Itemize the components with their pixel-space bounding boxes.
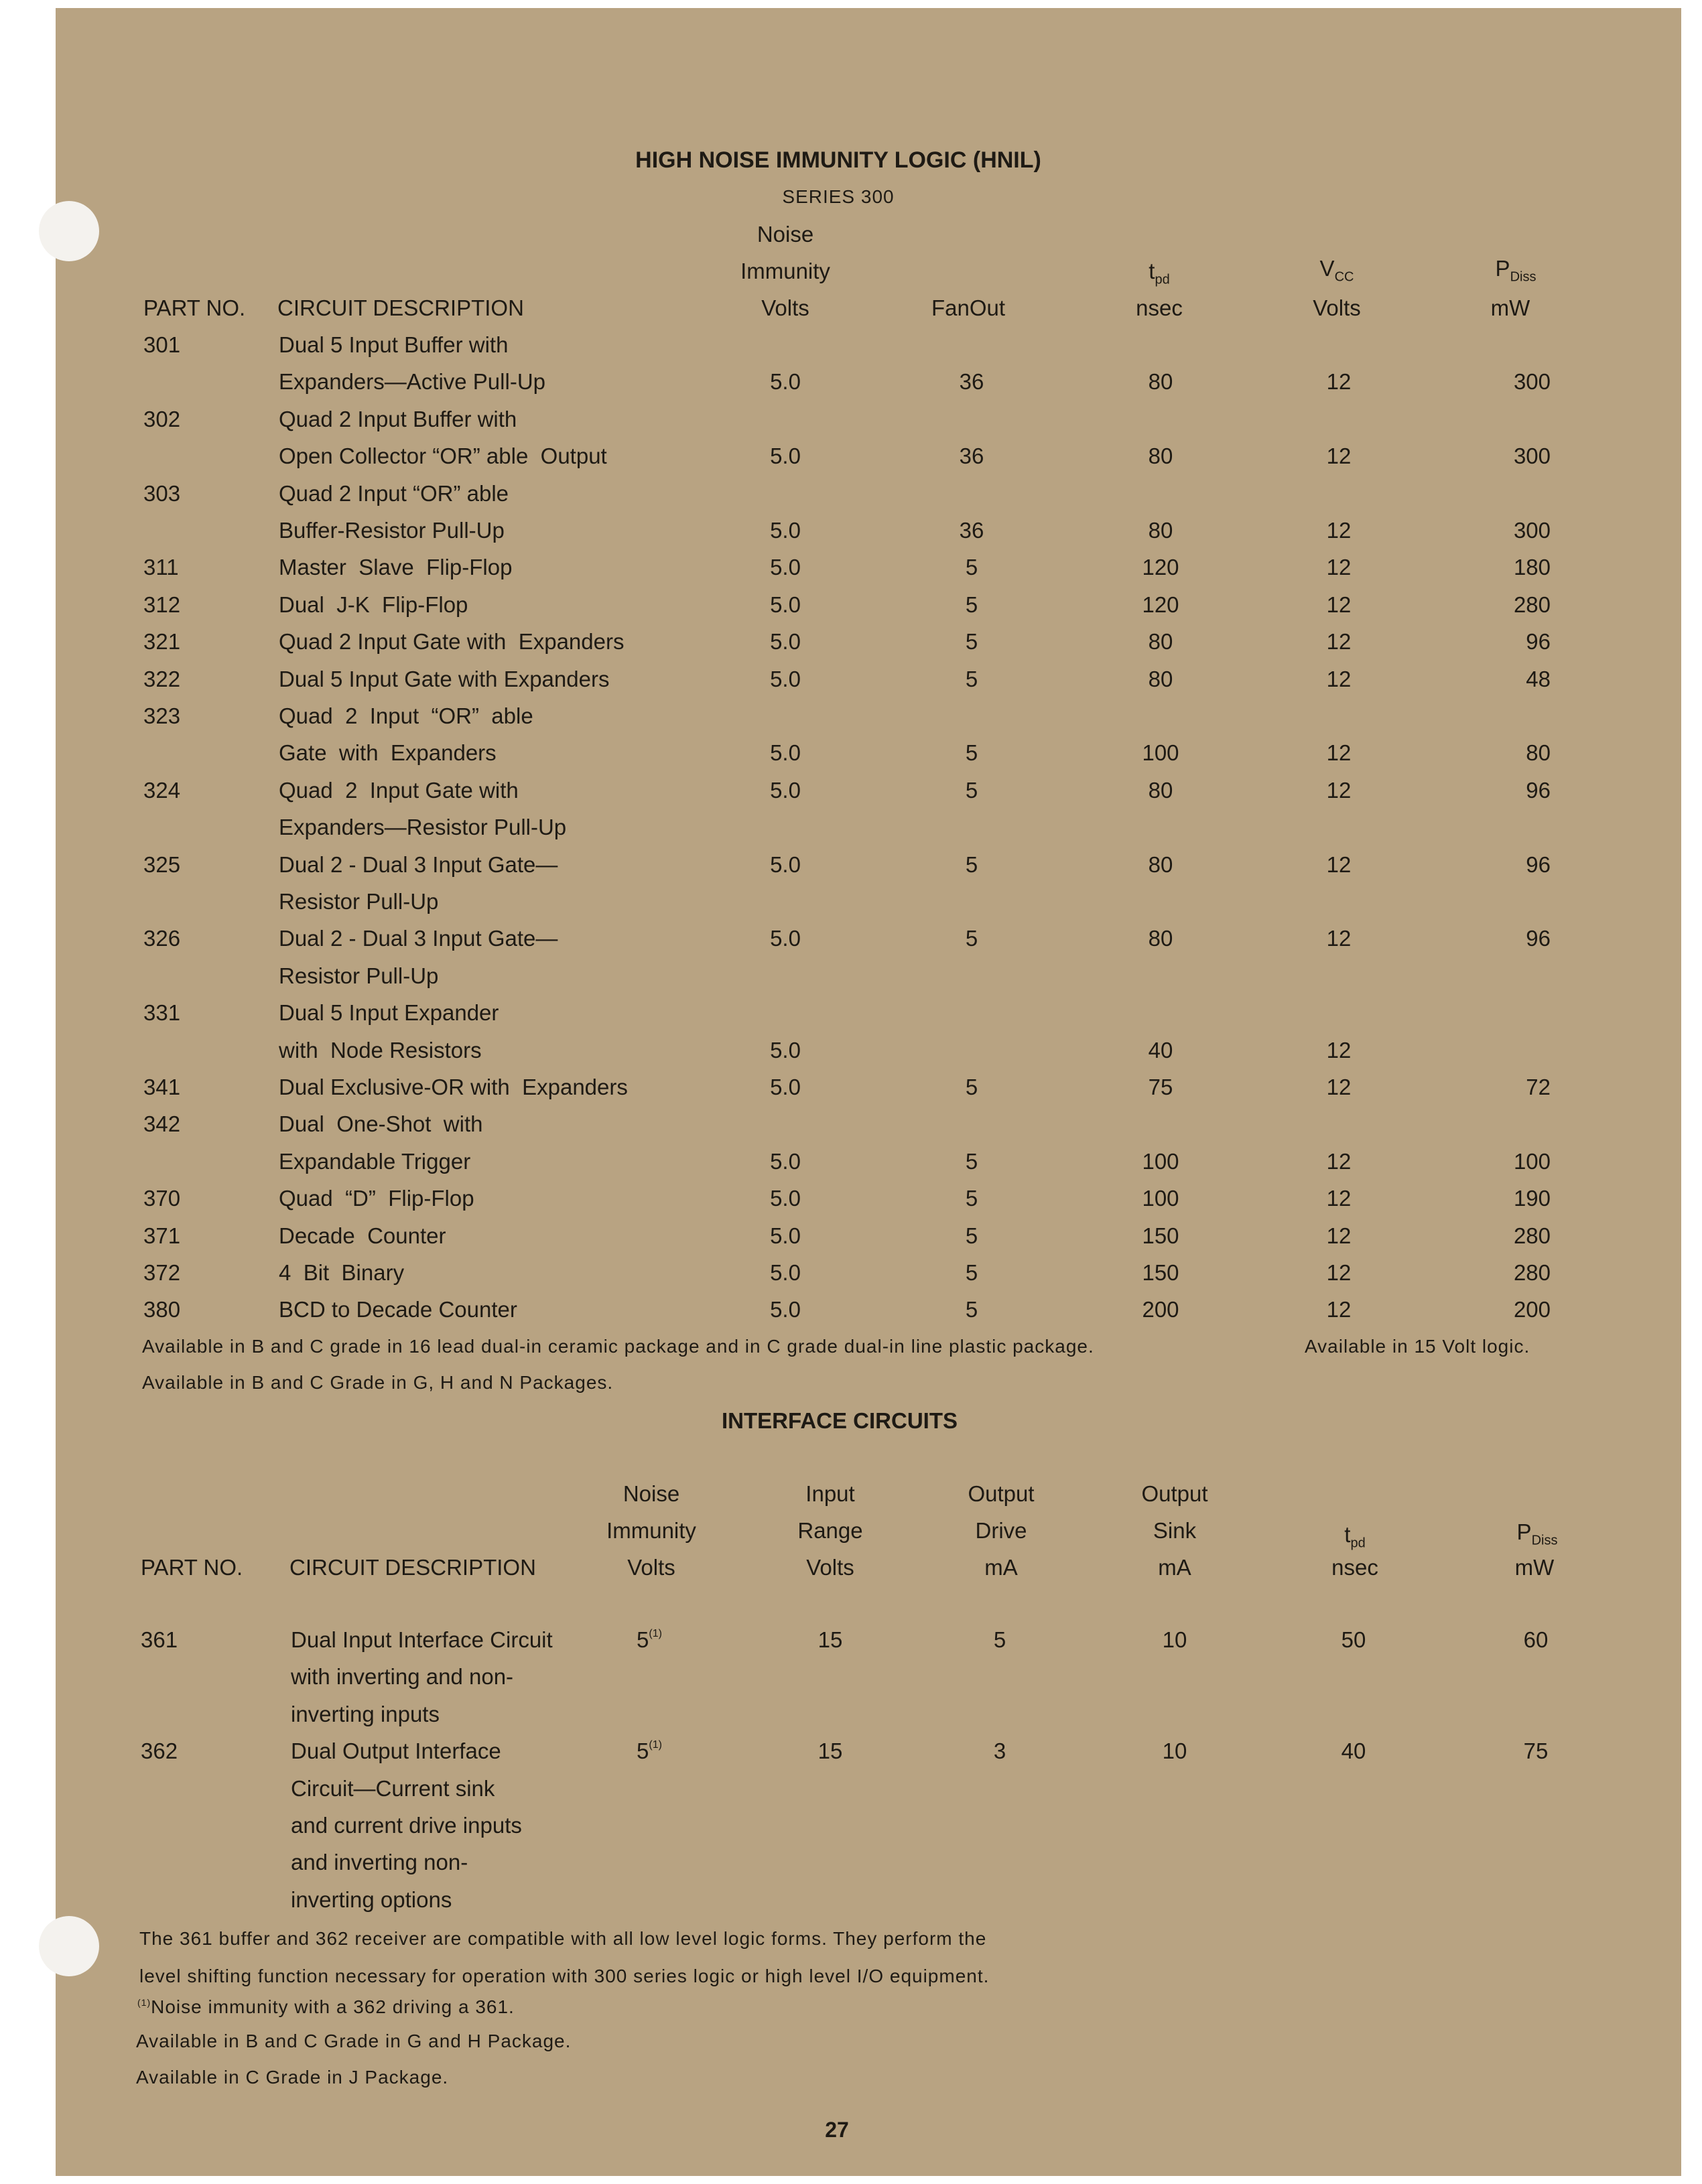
interface-note: level shifting function necessary for operation with 300 series logic or high level I/O equipment. — [139, 1966, 990, 1986]
table-row-line — [0, 1298, 1702, 1335]
fanout-value: 5 — [965, 1297, 978, 1322]
interface-note: The 361 buffer and 362 receiver are compatible with all low level logic forms. They perform the — [139, 1928, 987, 1949]
pdiss-value: 300 — [1513, 369, 1551, 395]
table-row-line — [0, 370, 1702, 407]
header-circuit-description: CIRCUIT DESCRIPTION — [289, 1555, 536, 1580]
header-part-no: PART NO. — [143, 295, 246, 320]
fanout-value: 36 — [959, 443, 984, 469]
table-row-line — [0, 668, 1702, 705]
tpd-symbol: t — [1344, 1522, 1351, 1547]
circuit-description: Dual Exclusive-OR with Expanders — [279, 1075, 628, 1099]
part-no: 362 — [141, 1738, 178, 1764]
input-range-value: 15 — [817, 1627, 843, 1652]
noise-immunity-value: 5.0 — [770, 1037, 801, 1063]
circuit-description: Quad “D” Flip-Flop — [279, 1186, 474, 1211]
pdiss-value: 75 — [1523, 1738, 1549, 1764]
tpd-value: 150 — [1142, 1223, 1179, 1248]
table-row-line — [0, 1076, 1702, 1113]
tpd-value: 80 — [1148, 926, 1173, 951]
part-no: 302 — [143, 406, 181, 431]
noise-immunity-value: 5.0 — [770, 777, 801, 803]
header-noise: Noise — [757, 222, 814, 247]
table-row-line — [0, 927, 1702, 964]
table-row-line — [0, 890, 1702, 927]
vcc-value: 12 — [1326, 777, 1352, 803]
footnote-text: Noise immunity with a 362 driving a 361. — [151, 1996, 515, 2017]
pdiss-value: 96 — [1526, 629, 1551, 655]
footnote-ref: (1) — [649, 1739, 662, 1751]
fanout-value: 5 — [965, 1223, 978, 1248]
noise-immunity-value: 5.0 — [770, 1297, 801, 1322]
circuit-description: Quad 2 Input “OR” able — [279, 703, 533, 728]
pdiss-value: 60 — [1523, 1627, 1549, 1652]
header-fanout: FanOut — [931, 295, 1006, 320]
circuit-description: Dual 2 - Dual 3 Input Gate— — [279, 851, 558, 877]
noise-immunity-value: 5.0 — [770, 629, 801, 655]
pdiss-value: 180 — [1513, 555, 1551, 580]
pdiss-value: 96 — [1526, 926, 1551, 951]
vcc-value: 12 — [1326, 369, 1352, 395]
tpd-value: 80 — [1148, 443, 1173, 469]
circuit-description: Resistor Pull-Up — [279, 889, 439, 914]
circuit-description: Expanders—Resistor Pull-Up — [279, 815, 567, 840]
hnil-note-packages: Available in B and C grade in 16 lead dual-in ceramic package and in C grade dual-in line plastic package. — [142, 1336, 1094, 1357]
interface-footnote — [137, 1998, 515, 2017]
vcc-value: 12 — [1326, 1075, 1352, 1099]
pdiss-subscript: Diss — [1531, 1533, 1558, 1548]
noise-immunity-value: 5.0 — [770, 1186, 801, 1211]
tpd-value: 120 — [1142, 555, 1179, 580]
part-no: 312 — [143, 592, 181, 617]
part-no: 342 — [143, 1111, 181, 1137]
circuit-description: and current drive inputs — [291, 1813, 522, 1838]
interface-note: Available in B and C Grade in G and H Package. — [136, 2031, 572, 2051]
part-no: 322 — [143, 666, 181, 691]
circuit-description: Dual 5 Input Buffer with — [279, 332, 509, 357]
table-row-line — [0, 594, 1702, 630]
header-noise: Noise — [623, 1481, 680, 1506]
page-number: 27 — [825, 2118, 849, 2142]
interface-section-title: INTERFACE CIRCUITS — [721, 1408, 958, 1433]
part-no: 301 — [143, 332, 181, 357]
part-no: 321 — [143, 629, 181, 655]
fanout-value: 5 — [965, 851, 978, 877]
fanout-value: 5 — [965, 1260, 978, 1285]
part-no: 341 — [143, 1075, 181, 1099]
pdiss-value: 280 — [1513, 1223, 1551, 1248]
circuit-description: Circuit—Current sink — [291, 1775, 495, 1801]
table-row-line — [0, 519, 1702, 556]
vcc-value: 12 — [1326, 629, 1352, 655]
part-no: 372 — [143, 1260, 181, 1285]
part-no: 370 — [143, 1186, 181, 1211]
table-row-line — [0, 408, 1702, 445]
output-sink-value: 10 — [1162, 1627, 1187, 1652]
circuit-description: Gate with Expanders — [279, 740, 497, 766]
tpd-value: 100 — [1142, 1148, 1179, 1174]
header-tpd — [1344, 1523, 1365, 1550]
table-row-line — [0, 630, 1702, 667]
pdiss-value: 280 — [1513, 1260, 1551, 1285]
fanout-value: 5 — [965, 740, 978, 766]
header-input-volts: Volts — [806, 1555, 854, 1580]
table-row-line — [0, 816, 1702, 853]
vcc-symbol: V — [1319, 256, 1335, 281]
circuit-description: Master Slave Flip-Flop — [279, 555, 513, 580]
table-row-line — [0, 1703, 1702, 1740]
table-row-line — [0, 1002, 1702, 1038]
pdiss-value: 96 — [1526, 777, 1551, 803]
pdiss-value: 80 — [1526, 740, 1551, 766]
table-row-line — [0, 779, 1702, 816]
header-drive: Drive — [975, 1518, 1027, 1543]
table-row-line — [0, 556, 1702, 593]
circuit-description: 4 Bit Binary — [279, 1260, 405, 1285]
table-row-line — [0, 851, 1702, 890]
table-row-line — [0, 482, 1702, 519]
tpd-value: 150 — [1142, 1260, 1179, 1285]
header-immunity: Immunity — [606, 1518, 696, 1543]
punch-hole — [39, 201, 99, 261]
vcc-value: 12 — [1326, 555, 1352, 580]
fanout-value: 5 — [965, 1075, 978, 1099]
pdiss-value: 48 — [1526, 666, 1551, 691]
header-part-no: PART NO. — [141, 1555, 243, 1580]
pdiss-value: 100 — [1513, 1148, 1551, 1174]
header-output: Output — [968, 1481, 1035, 1506]
vcc-value: 12 — [1326, 1223, 1352, 1248]
vcc-value: 12 — [1326, 1037, 1352, 1063]
table-row-line — [0, 1777, 1702, 1814]
tpd-value: 80 — [1148, 629, 1173, 655]
header-vcc-unit: Volts — [1313, 295, 1361, 320]
tpd-value: 40 — [1341, 1738, 1366, 1764]
table-row-line — [0, 1113, 1702, 1150]
table-row-line — [0, 1187, 1702, 1224]
input-range-value: 15 — [817, 1738, 843, 1764]
fanout-value: 36 — [959, 369, 984, 395]
fanout-value: 36 — [959, 518, 984, 543]
tpd-subscript: pd — [1155, 272, 1170, 287]
circuit-description: Quad 2 Input Buffer with — [279, 406, 517, 431]
circuit-description: Dual Output Interface — [291, 1738, 501, 1764]
noise-immunity-value: 5.0 — [770, 1148, 801, 1174]
vcc-value: 12 — [1326, 1148, 1352, 1174]
header-immunity: Immunity — [740, 259, 830, 283]
header-drive-ma: mA — [984, 1555, 1018, 1580]
noise-immunity-value: 5.0 — [770, 1075, 801, 1099]
vcc-value: 12 — [1326, 518, 1352, 543]
tpd-value: 80 — [1148, 518, 1173, 543]
output-drive-value: 3 — [993, 1738, 1006, 1764]
vcc-value: 12 — [1326, 1297, 1352, 1322]
noise-immunity-value: 5.0 — [770, 518, 801, 543]
fanout-value: 5 — [965, 629, 978, 655]
pdiss-symbol: P — [1516, 1519, 1532, 1544]
noise-immunity-value: 5.0 — [770, 1260, 801, 1285]
pdiss-value: 190 — [1513, 1186, 1551, 1211]
part-no: 325 — [143, 851, 181, 877]
table-row-line — [0, 1851, 1702, 1888]
header-sink-ma: mA — [1158, 1555, 1191, 1580]
pdiss-value: 300 — [1513, 518, 1551, 543]
series-subtitle: SERIES 300 — [782, 186, 895, 207]
circuit-description: Quad 2 Input “OR” able — [279, 480, 509, 506]
vcc-value: 12 — [1326, 1260, 1352, 1285]
circuit-description: BCD to Decade Counter — [279, 1297, 517, 1322]
header-vcc — [1320, 257, 1354, 284]
tpd-value: 100 — [1142, 740, 1179, 766]
table-row-line — [0, 1039, 1702, 1076]
table-row-line — [0, 742, 1702, 778]
fanout-value: 5 — [965, 666, 978, 691]
table-row-line — [0, 445, 1702, 482]
tpd-value: 100 — [1142, 1186, 1179, 1211]
vcc-value: 12 — [1326, 926, 1352, 951]
part-no: 331 — [143, 1000, 181, 1026]
circuit-description: Dual Input Interface Circuit — [291, 1627, 553, 1652]
circuit-description: Quad 2 Input Gate with — [279, 777, 519, 803]
fanout-value: 5 — [965, 1148, 978, 1174]
tpd-value: 80 — [1148, 666, 1173, 691]
fanout-value: 5 — [965, 592, 978, 617]
noise-immunity-value: 5$^{(1)}$ — [637, 1627, 662, 1652]
header-range: Range — [797, 1518, 863, 1543]
fanout-value: 5 — [965, 777, 978, 803]
tpd-value: 80 — [1148, 851, 1173, 877]
pdiss-value: 300 — [1513, 443, 1551, 469]
noise-immunity-value: 5.0 — [770, 926, 801, 951]
table-row-line — [0, 1814, 1702, 1851]
tpd-value: 80 — [1148, 777, 1173, 803]
noise-immunity-value: 5.0 — [770, 851, 801, 877]
noise-immunity-value: 5.0 — [770, 1223, 801, 1248]
circuit-description: Quad 2 Input Gate with Expanders — [279, 629, 625, 655]
circuit-description: Dual One-Shot with — [279, 1111, 483, 1137]
part-no: 323 — [143, 703, 181, 728]
header-input: Input — [805, 1481, 855, 1506]
pdiss-value: 96 — [1526, 851, 1551, 877]
output-drive-value: 5 — [993, 1627, 1006, 1652]
header-tpd-unit: nsec — [1136, 295, 1183, 320]
table-row-line — [0, 334, 1702, 370]
table-row-line — [0, 1150, 1702, 1187]
circuit-description: Dual J-K Flip-Flop — [279, 592, 468, 617]
table-row-line — [0, 705, 1702, 742]
circuit-description: Resistor Pull-Up — [279, 963, 439, 988]
noise-immunity-value: 5.0 — [770, 369, 801, 395]
header-circuit-description: CIRCUIT DESCRIPTION — [277, 295, 524, 320]
table-row-line — [0, 1629, 1702, 1665]
table-row-line — [0, 1261, 1702, 1298]
tpd-value: 200 — [1142, 1297, 1179, 1322]
circuit-description: Expandable Trigger — [279, 1148, 471, 1174]
tpd-value: 50 — [1341, 1627, 1366, 1652]
interface-note: Available in C Grade in J Package. — [136, 2067, 449, 2088]
fanout-value: 5 — [965, 555, 978, 580]
fanout-value: 5 — [965, 926, 978, 951]
header-tpd-unit: nsec — [1331, 1555, 1378, 1580]
tpd-symbol: t — [1149, 259, 1155, 283]
circuit-description: Expanders—Active Pull-Up — [279, 369, 545, 395]
circuit-description: Buffer-Resistor Pull-Up — [279, 518, 505, 543]
vcc-value: 12 — [1326, 1186, 1352, 1211]
noise-immunity-value: 5.0 — [770, 555, 801, 580]
hnil-note-15v: Available in 15 Volt logic. — [1305, 1336, 1530, 1357]
part-no: 311 — [143, 555, 179, 580]
part-no: 380 — [143, 1297, 181, 1322]
table-row-line — [0, 1740, 1702, 1777]
output-sink-value: 10 — [1162, 1738, 1187, 1764]
circuit-description: Dual 2 - Dual 3 Input Gate— — [279, 926, 558, 951]
pdiss-value: 280 — [1513, 592, 1551, 617]
footnote-marker: (1) — [137, 1997, 151, 2008]
table-row-line — [0, 1225, 1702, 1261]
page-title: HIGH NOISE IMMUNITY LOGIC (HNIL) — [635, 147, 1041, 173]
header-pdiss-unit: mW — [1514, 1555, 1555, 1580]
pdiss-symbol: P — [1495, 256, 1510, 281]
table-row-line — [0, 1889, 1702, 1925]
vcc-value: 12 — [1326, 851, 1352, 877]
circuit-description: Dual 5 Input Gate with Expanders — [279, 666, 610, 691]
vcc-value: 12 — [1326, 443, 1352, 469]
header-pdiss — [1517, 1521, 1558, 1548]
circuit-description: Open Collector “OR” able Output — [279, 443, 607, 469]
part-no: 371 — [143, 1223, 181, 1248]
part-no: 326 — [143, 926, 181, 951]
vcc-value: 12 — [1326, 592, 1352, 617]
part-no: 303 — [143, 480, 181, 506]
part-no: 361 — [141, 1627, 178, 1652]
vcc-subscript: CC — [1334, 269, 1354, 285]
footnote-ref: (1) — [649, 1628, 662, 1639]
noise-immunity-value: 5.0 — [770, 592, 801, 617]
tpd-value: 75 — [1148, 1075, 1173, 1099]
hnil-note-grades: Available in B and C Grade in G, H and N Packages. — [142, 1372, 614, 1393]
pdiss-value: 72 — [1526, 1075, 1551, 1099]
vcc-value: 12 — [1326, 666, 1352, 691]
header-output: Output — [1141, 1481, 1208, 1506]
tpd-value: 80 — [1148, 369, 1173, 395]
vcc-value: 12 — [1326, 740, 1352, 766]
circuit-description: inverting inputs — [291, 1701, 440, 1726]
circuit-description: with inverting and non- — [291, 1664, 514, 1690]
part-no: 324 — [143, 777, 181, 803]
noise-immunity-value: 5.0 — [770, 443, 801, 469]
circuit-description: inverting options — [291, 1887, 452, 1912]
tpd-subscript: pd — [1350, 1535, 1366, 1551]
header-pdiss-unit: mW — [1490, 295, 1530, 320]
header-volts: Volts — [761, 295, 809, 320]
header-tpd — [1149, 260, 1169, 287]
tpd-value: 40 — [1148, 1037, 1173, 1063]
circuit-description: Decade Counter — [279, 1223, 446, 1248]
table-row-line — [0, 965, 1702, 1002]
circuit-description: and inverting non- — [291, 1850, 468, 1875]
header-sink: Sink — [1153, 1518, 1197, 1543]
tpd-value: 120 — [1142, 592, 1179, 617]
pdiss-value: 200 — [1513, 1297, 1551, 1322]
header-volts: Volts — [627, 1555, 675, 1580]
fanout-value: 5 — [965, 1186, 978, 1211]
header-pdiss — [1496, 257, 1536, 284]
noise-immunity-value: 5.0 — [770, 740, 801, 766]
circuit-description: with Node Resistors — [279, 1037, 482, 1063]
pdiss-subscript: Diss — [1510, 269, 1536, 285]
noise-immunity-value: 5$^{(1)}$ — [637, 1738, 662, 1764]
table-row-line — [0, 1665, 1702, 1702]
circuit-description: Dual 5 Input Expander — [279, 1000, 499, 1026]
noise-immunity-value: 5.0 — [770, 666, 801, 691]
